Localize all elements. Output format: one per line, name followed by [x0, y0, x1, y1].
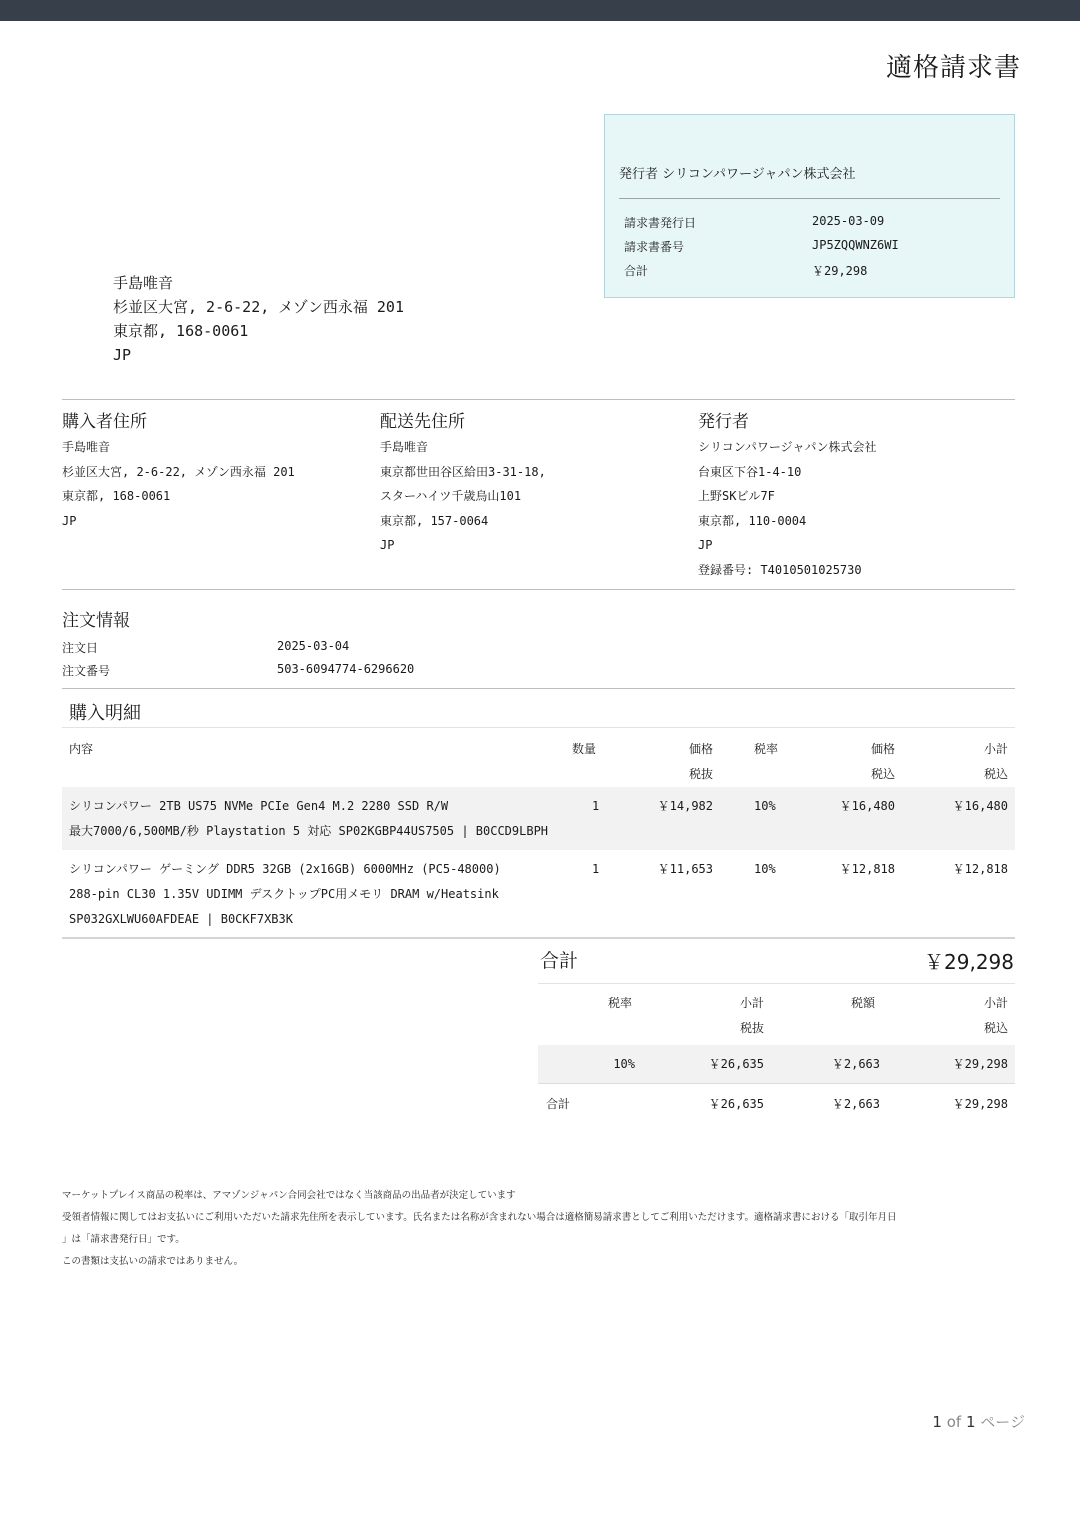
col-tax-rate: 税率: [754, 742, 779, 756]
col-subtotal-in-line1: 小計: [983, 742, 1008, 756]
recipient-address: [113, 271, 404, 367]
col-price-in-line1: 価格: [870, 742, 895, 756]
shipping-address-line: JP: [380, 538, 395, 552]
totals-col-subtotal-in-line2: 税込: [983, 1021, 1008, 1035]
item-price-ex: ￥14,982: [657, 799, 713, 813]
document-title: 適格請求書: [885, 53, 1021, 83]
totals-col-tax-amount: 税額: [851, 996, 876, 1010]
seller-address-line: 上野SKビル7F: [698, 489, 775, 503]
sum-row-tax-amount: ￥2,663: [831, 1097, 880, 1111]
col-price-in-line2: 税込: [870, 767, 895, 781]
order-number-value: 503-6094774-6296620: [277, 662, 415, 676]
totals-col-subtotal-in: [940, 991, 1008, 1041]
totals-col-subtotal-ex-line1: 小計: [739, 996, 764, 1010]
recipient-line2: 東京都, 168-0061: [113, 322, 249, 340]
col-subtotal-in-line2: 税込: [983, 767, 1008, 781]
item-price-in: ￥16,480: [839, 799, 895, 813]
purchase-details-heading: 購入明細: [69, 703, 141, 724]
invoice-date-value: 2025-03-09: [812, 214, 885, 228]
invoice-number-label: 請求書番号: [624, 240, 685, 254]
divider: [62, 688, 1015, 689]
order-info-heading: 注文情報: [62, 611, 130, 631]
divider: [62, 589, 1015, 590]
item-quantity: 1: [592, 799, 600, 813]
footnote-line: 」は「請求書発行日」です。: [62, 1234, 185, 1245]
seller-address-line: 台東区下谷1-4-10: [698, 464, 802, 479]
total-label: 合計: [540, 950, 579, 972]
col-price-ex-line2: 税抜: [688, 767, 713, 781]
shipping-address: [380, 410, 546, 558]
tax-row-tax-amount: ￥2,663: [831, 1057, 880, 1071]
seller-address-line: 東京都, 110-0004: [698, 513, 807, 528]
seller-registration-number: 登録番号: T4010501025730: [698, 562, 862, 577]
invoice-total-value: ￥29,298: [812, 264, 868, 278]
totals-col-subtotal-ex-line2: 税抜: [739, 1021, 764, 1035]
item-description: [69, 857, 501, 932]
totals-col-subtotal-ex: [700, 991, 764, 1041]
item-subtotal-in: ￥12,818: [952, 862, 1008, 876]
buyer-address-line: 東京都, 168-0061: [62, 489, 171, 503]
top-bar: [0, 0, 1080, 21]
col-price-ex-line1: 価格: [688, 742, 713, 756]
page-current: 1: [932, 1413, 942, 1431]
seller-address-line: シリコンパワージャパン株式会社: [698, 440, 877, 454]
seller-address: [698, 410, 876, 582]
item-description-line: SP032GXLWU60AFDEAE | B0CKF7XB3K: [69, 912, 293, 926]
issuer-box-header: 発行者 シリコンパワージャパン株式会社: [619, 167, 856, 182]
totals-col-subtotal-in-line1: 小計: [983, 996, 1008, 1010]
page-total: 1: [965, 1413, 976, 1431]
col-price-ex: [640, 737, 713, 787]
issuer-box-divider: [619, 198, 1000, 199]
item-description: [69, 794, 548, 844]
buyer-address: [62, 410, 295, 533]
buyer-address-line: 手島唯音: [62, 440, 111, 454]
order-date-label: 注文日: [62, 641, 99, 655]
invoice-total-label: 合計: [624, 264, 649, 278]
sum-row-subtotal-in: ￥29,298: [952, 1097, 1008, 1111]
page-indicator: [932, 1411, 1025, 1432]
page-of: of: [946, 1413, 962, 1431]
footnote-line: この書類は支払いの請求ではありません。: [62, 1256, 244, 1267]
seller-address-line: JP: [698, 538, 713, 552]
item-description-line: シリコンパワー 2TB US75 NVMe PCIe Gen4 M.2 2280 SSD R/W: [69, 799, 449, 813]
shipping-address-line: 東京都, 157-0064: [380, 513, 489, 528]
col-price-in: [820, 737, 895, 787]
issuer-summary-box: [604, 114, 1015, 298]
sum-row-subtotal-ex: ￥26,635: [708, 1097, 764, 1111]
item-subtotal-in: ￥16,480: [952, 799, 1008, 813]
shipping-address-line: 手島唯音: [380, 440, 429, 454]
order-date-value: 2025-03-04: [277, 639, 350, 653]
shipping-address-line: 東京都世田谷区給田3-31-18,: [380, 464, 546, 479]
invoice-total-row: [624, 262, 1004, 280]
tax-row-subtotal-ex: ￥26,635: [708, 1057, 764, 1071]
page-suffix: ページ: [980, 1413, 1025, 1431]
invoice-date-label: 請求書発行日: [624, 216, 697, 230]
col-quantity: 数量: [572, 742, 597, 756]
col-description: 内容: [69, 742, 94, 756]
item-price-ex: ￥11,653: [657, 862, 713, 876]
divider: [538, 983, 1015, 984]
footnote-line: マーケットプレイス商品の税率は、アマゾンジャパン合同会社ではなく当該商品の出品者が決定しています: [62, 1190, 516, 1201]
divider: [62, 727, 1015, 728]
buyer-address-heading: 購入者住所: [62, 412, 147, 432]
invoice-number-value: JP5ZQQWNZ6WI: [812, 238, 899, 252]
item-description-line: シリコンパワー ゲーミング DDR5 32GB (2x16GB) 6000MHz (PC5-48000): [69, 862, 501, 876]
item-tax-rate: 10%: [754, 799, 776, 813]
divider: [62, 937, 1015, 939]
invoice-number-row: [624, 238, 1004, 256]
item-tax-rate: 10%: [754, 862, 776, 876]
tax-row-subtotal-in: ￥29,298: [952, 1057, 1008, 1071]
buyer-address-line: 杉並区大宮, 2-6-22, メゾン西永福 201: [62, 464, 295, 479]
item-quantity: 1: [592, 862, 600, 876]
item-description-line: 288-pin CL30 1.35V UDIMM デスクトップPC用メモリ DRAM w/Heatsink: [69, 887, 499, 901]
footnotes: [62, 1185, 1022, 1273]
item-price-in: ￥12,818: [839, 862, 895, 876]
seller-address-heading: 発行者: [698, 412, 749, 432]
divider: [62, 399, 1015, 400]
divider: [538, 1083, 1015, 1084]
item-description-line: 最大7000/6,500MB/秒 Playstation 5 対応 SP02KGBP44US7505 | B0CCD9LBPH: [69, 824, 549, 838]
sum-row-label: 合計: [546, 1097, 571, 1111]
totals-col-tax-rate: 税率: [608, 996, 633, 1010]
recipient-line1: 杉並区大宮, 2-6-22, メゾン西永福 201: [113, 298, 404, 316]
invoice-date-row: [624, 214, 1004, 232]
recipient-country: JP: [113, 346, 132, 364]
order-number-label: 注文番号: [62, 664, 111, 678]
shipping-address-heading: 配送先住所: [380, 412, 465, 432]
total-amount: ￥29,298: [924, 950, 1014, 974]
footnote-line: 受領者情報に関してはお支払いにご利用いただいた請求先住所を表示しています。氏名または名称が含まれない場合は適格簡易請求書としてご利用いただけます。適格請求書における「取引年月日: [62, 1212, 897, 1223]
recipient-name: 手島唯音: [113, 274, 174, 292]
tax-row-rate: 10%: [613, 1057, 635, 1071]
col-subtotal-in: [930, 737, 1008, 787]
buyer-address-line: JP: [62, 513, 77, 528]
shipping-address-line: スターハイツ千歳烏山101: [380, 489, 522, 503]
